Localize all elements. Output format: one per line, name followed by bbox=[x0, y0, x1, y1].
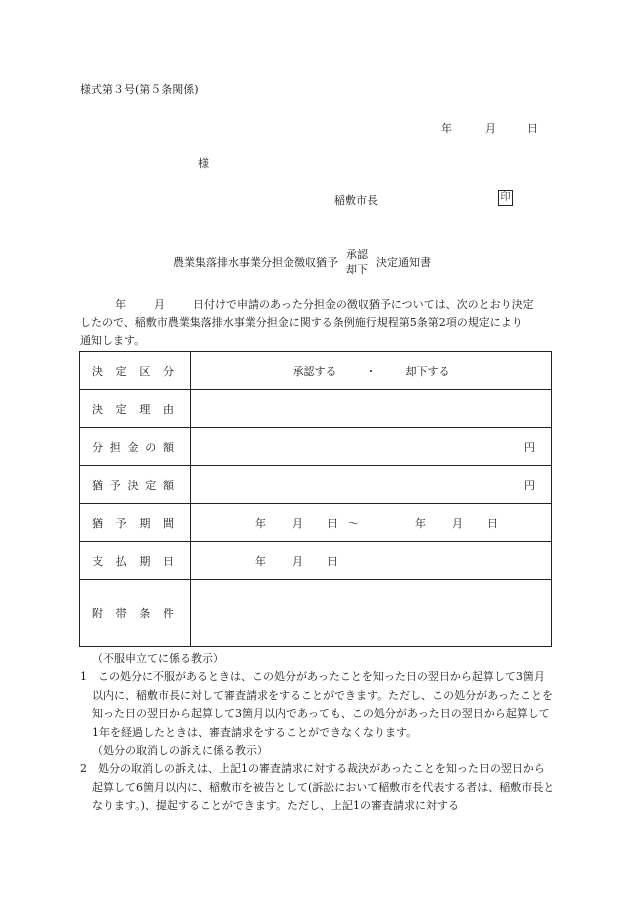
decision-reject: 却下する bbox=[405, 364, 450, 378]
row-label-char: 期 bbox=[139, 554, 151, 568]
row-label-char: 日 bbox=[162, 554, 174, 568]
amount-value bbox=[191, 428, 552, 466]
decision-dot: ・ bbox=[365, 364, 377, 378]
row-label bbox=[80, 352, 191, 390]
row-label-char: 条 bbox=[139, 607, 151, 620]
row-label-char: の bbox=[145, 440, 157, 454]
period-end-month: 月 bbox=[452, 516, 463, 530]
seal-mark: 印 bbox=[498, 190, 513, 206]
row-label-char: 猶 bbox=[92, 478, 103, 492]
table-row bbox=[80, 466, 552, 504]
row-label-char: 附 bbox=[92, 607, 103, 620]
notes-heading-lawsuit: （処分の取消しの訴えに係る教示） bbox=[92, 744, 268, 758]
row-label-char: 支 bbox=[92, 554, 103, 568]
intro-year: 年 bbox=[115, 298, 126, 311]
title-options bbox=[346, 247, 368, 277]
intro-line2: したので、稲敷市農業集落排水事業分担金に関する条例施行規程第5条第2項の規定により bbox=[80, 316, 523, 329]
intro-line1: 日付けで申請のあった分担金の徴収猶予については、次のとおり決定 bbox=[193, 298, 534, 311]
title-suffix: 決定通知書 bbox=[376, 256, 431, 269]
row-label bbox=[80, 542, 191, 580]
deferred-amount-value bbox=[191, 466, 552, 504]
table-row bbox=[80, 580, 552, 647]
decision-table bbox=[79, 351, 552, 647]
row-label-char: 定 bbox=[145, 478, 157, 492]
row-label bbox=[80, 580, 191, 647]
row-label bbox=[80, 390, 191, 428]
table-row bbox=[80, 428, 552, 466]
notes-item-2: 2 処分の取消しの訴えは、上記1の審査請求に対する裁決があったことを知った日の翌日から起算して6箇月以内に、稲敷市を被告として(訴訟において稲敷市を代表する者は、稲敷市長となります。)、提起することができます。ただし、上記1の審査請求に対する bbox=[80, 762, 555, 813]
row-label-text bbox=[92, 401, 174, 417]
row-label-text bbox=[92, 553, 174, 569]
form-number: 様式第３号(第５条関係) bbox=[80, 83, 199, 96]
row-label-char: 理 bbox=[139, 402, 151, 416]
payment-date-value bbox=[191, 542, 552, 580]
period-tilde: ～ bbox=[348, 516, 359, 530]
row-label-text bbox=[92, 363, 174, 379]
period-start-day: 日 bbox=[327, 516, 338, 530]
document-title bbox=[173, 247, 431, 277]
date-year: 年 bbox=[441, 122, 452, 135]
title-option-reject: 却下 bbox=[346, 263, 368, 276]
addressee-honorific: 様 bbox=[198, 157, 209, 170]
row-label-char: 間 bbox=[162, 516, 174, 530]
row-label-char: 決 bbox=[92, 402, 103, 416]
period-start-year: 年 bbox=[255, 516, 266, 530]
row-label-char: 分 bbox=[92, 440, 103, 454]
decision-approve: 承認する bbox=[292, 364, 337, 378]
issue-date bbox=[441, 120, 538, 136]
reason-value bbox=[191, 390, 552, 428]
period-end-day: 日 bbox=[487, 516, 498, 530]
row-label-text bbox=[92, 515, 174, 531]
row-label-char: 件 bbox=[162, 607, 174, 620]
row-label-char: 帯 bbox=[115, 607, 127, 620]
row-label-char: 定 bbox=[115, 364, 127, 378]
table-row bbox=[80, 352, 552, 390]
table-row bbox=[80, 542, 552, 580]
row-label-char: 金 bbox=[127, 440, 139, 454]
row-label bbox=[80, 504, 191, 542]
row-label-char: 猶 bbox=[92, 516, 103, 530]
row-label-char: 予 bbox=[109, 478, 121, 492]
paydate-day: 日 bbox=[327, 554, 338, 568]
yen-unit: 円 bbox=[524, 440, 535, 454]
date-month: 月 bbox=[485, 122, 496, 135]
row-label-char: 定 bbox=[115, 402, 127, 416]
row-label-char: 額 bbox=[163, 440, 174, 454]
intro-month: 月 bbox=[154, 298, 165, 311]
row-label-char: 区 bbox=[139, 364, 151, 378]
instructions bbox=[80, 650, 555, 816]
date-day: 日 bbox=[527, 122, 538, 135]
notes-heading-appeal: （不服申立てに係る教示） bbox=[92, 652, 224, 665]
intro-paragraph bbox=[80, 296, 550, 350]
notes-item-1: 1 この処分に不服があるときは、この処分があったことを知った日の翌日から起算して3箇月以内に、稲敷市長に対して審査請求をすることができます。ただし、この処分があったことを知った日の翌日から起算して3箇月以内であっても、この処分があった日の翌日から起算して1年を経過したときは、審査請求をすることができなくなります。 bbox=[80, 670, 554, 739]
row-label-char: 決 bbox=[127, 478, 139, 492]
intro-line3: 通知します。 bbox=[80, 334, 146, 347]
title-main: 農業集落排水事業分担金徴収猶予 bbox=[173, 256, 338, 269]
conditions-value bbox=[191, 580, 552, 647]
row-label-char: 分 bbox=[162, 364, 174, 378]
row-label-char: 期 bbox=[139, 516, 151, 530]
row-label-char: 担 bbox=[109, 440, 121, 454]
period-start-month: 月 bbox=[292, 516, 303, 530]
row-label-char: 払 bbox=[115, 554, 127, 568]
decision-value bbox=[191, 352, 552, 390]
row-label bbox=[80, 466, 191, 504]
row-label-text bbox=[92, 605, 174, 621]
row-label-char: 額 bbox=[163, 478, 174, 492]
row-label-char: 予 bbox=[115, 516, 127, 530]
row-label bbox=[80, 428, 191, 466]
issuer-name: 稲敷市長 bbox=[334, 194, 378, 207]
row-label-char: 由 bbox=[162, 402, 174, 416]
paydate-year: 年 bbox=[255, 554, 266, 568]
table-row bbox=[80, 504, 552, 542]
deferral-period-value bbox=[191, 504, 552, 542]
table-row bbox=[80, 390, 552, 428]
paydate-month: 月 bbox=[292, 554, 303, 568]
row-label-text bbox=[92, 477, 174, 493]
row-label-text bbox=[92, 439, 174, 455]
row-label-char: 決 bbox=[92, 364, 103, 378]
period-end-year: 年 bbox=[415, 516, 426, 530]
yen-unit: 円 bbox=[524, 478, 535, 492]
title-option-approve: 承認 bbox=[346, 248, 368, 261]
